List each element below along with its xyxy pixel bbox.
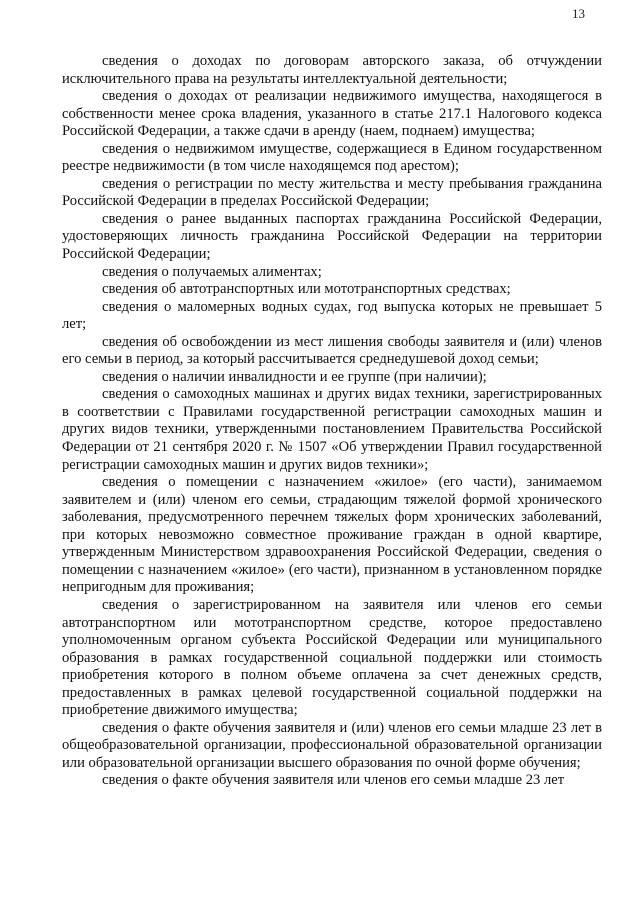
page-number: 13 [572, 6, 585, 21]
paragraph: сведения о зарегистрированном на заявителя или членов его семьи автотранспортном или мототранспортном средстве, которое предоставлено уполномоченным органом субъекта Российской Федерации или муниципального образования в рамках государственной социальной поддержки или стоимость приобретения которого в полном объеме оплачена за счет денежных средств, предоставленных в рамках целевой государственной социальной поддержки на приобретение движимого имущества; [62, 596, 602, 719]
paragraph: сведения о помещении с назначением «жилое» (его части), занимаемом заявителем и (или) членом его семьи, страдающим тяжелой формой хронического заболевания, предусмотренного перечнем тяжелых форм хронических заболеваний, при которых невозможно совместное проживание граждан в одной квартире, утвержденным Министерством здравоохранения Российской Федерации, сведения о помещении с назначением «жилое» (его части), признанном в установленном порядке непригодным для проживания; [62, 474, 602, 596]
paragraph: сведения о доходах от реализации недвижимого имущества, находящегося в собственности менее срока владения, указанного в статье 217.1 Налогового кодекса Российской Федерации, а также сдачи в аренду (наем, поднаем) имущества; [62, 88, 602, 140]
paragraph: сведения о факте обучения заявителя или членов его семьи младше 23 лет [102, 772, 565, 789]
paragraph: сведения об автотранспортных или мототранспортных средствах; [102, 281, 511, 298]
paragraph: сведения о доходах по договорам авторского заказа, об отчуждении исключительного права на результаты интеллектуальной деятельности; [62, 53, 602, 87]
paragraph: сведения о маломерных водных судах, год выпуска которых не превышает 5 лет; [62, 298, 602, 333]
paragraph: сведения о ранее выданных паспортах гражданина Российской Федерации, удостоверяющих личность гражданина Российской Федерации на территории Российской Федерации; [62, 210, 602, 263]
paragraph: сведения о наличии инвалидности и ее группе (при наличии); [102, 368, 487, 385]
paragraph: сведения о самоходных машинах и других видах техники, зарегистрированных в соответствии с Правилами государственной регистрации самоходных машин и других видов техники, утвержденными постановлением Правительства Российской Федерации от 21 сентября 2020 г. № 1507 «Об утверждении Правил государственной регистрации самоходных машин и других видов техники»; [62, 386, 602, 473]
document-body [62, 53, 602, 790]
paragraph: сведения об освобождении из мест лишения свободы заявителя и (или) членов его семьи в период, за который рассчитывается среднедушевой доход семьи; [62, 333, 602, 368]
paragraph: сведения о факте обучения заявителя и (или) членов его семьи младше 23 лет в общеобразовательной организации, профессиональной образовательной организации или образовательной организации высшего образования по очной форме обучения; [62, 719, 602, 771]
paragraph: сведения о получаемых алиментах; [102, 263, 322, 280]
paragraph: сведения о регистрации по месту жительства и месту пребывания гражданина Российской Федерации в пределах Российской Федерации; [62, 175, 602, 210]
paragraph: сведения о недвижимом имуществе, содержащиеся в Едином государственном реестре недвижимости (в том числе находящемся под арестом); [62, 140, 602, 175]
